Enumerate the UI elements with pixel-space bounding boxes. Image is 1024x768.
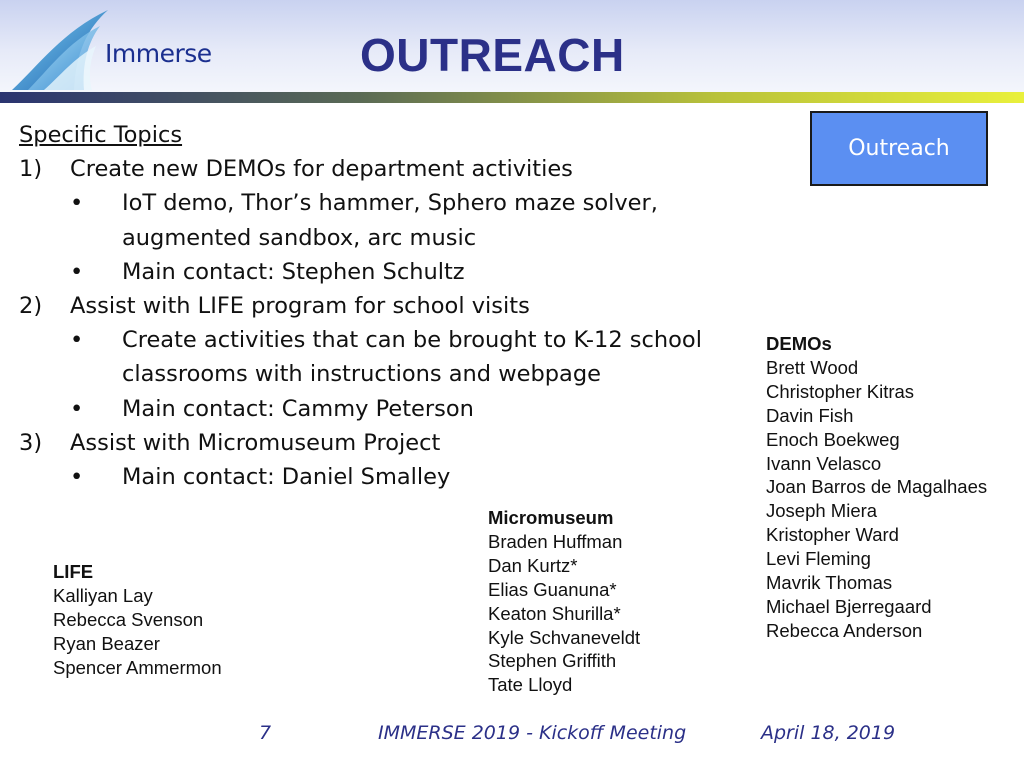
- group-title: LIFE: [53, 561, 94, 582]
- topic-item: [19, 426, 739, 460]
- member-name: Keaton Shurilla*: [488, 602, 621, 624]
- member-name: Rebecca Svenson: [53, 608, 204, 630]
- topic-text: Create new DEMOs for department activities: [70, 156, 573, 183]
- sub-bullet-text: augmented sandbox, arc music: [122, 224, 477, 251]
- topic-item: [19, 152, 739, 186]
- sub-bullet: [19, 460, 739, 494]
- sub-bullet-continuation: [19, 357, 739, 391]
- footer-date: April 18, 2019: [761, 722, 896, 744]
- member-name: Davin Fish: [766, 404, 854, 426]
- sub-bullet-text: Create activities that can be brought to K-12 school: [122, 327, 702, 354]
- sub-bullet-text: Main contact: Stephen Schultz: [122, 258, 465, 285]
- sub-bullet: [19, 186, 739, 220]
- member-name: Kyle Schvaneveldt: [488, 626, 641, 648]
- sub-bullet: [19, 323, 739, 357]
- member-name: Tate Lloyd: [488, 674, 573, 696]
- member-name: Brett Wood: [766, 356, 859, 378]
- life-group: [53, 560, 222, 680]
- member-name: Kristopher Ward: [766, 524, 899, 546]
- sub-bullet-text: Main contact: Daniel Smalley: [122, 463, 451, 490]
- outreach-badge-label: Outreach: [848, 136, 950, 161]
- member-name: Elias Guanuna*: [488, 578, 617, 600]
- topic-item: [19, 289, 739, 323]
- group-title: DEMOs: [766, 333, 832, 354]
- member-name: Christopher Kitras: [766, 380, 915, 402]
- sub-bullet-continuation: [19, 221, 739, 255]
- member-name: Braden Huffman: [488, 530, 623, 552]
- header-accent-bar: [0, 92, 1024, 103]
- bullet-icon: •: [70, 395, 84, 422]
- bullet-icon: •: [70, 190, 84, 217]
- member-name: Rebecca Anderson: [766, 619, 923, 641]
- member-name: Mavrik Thomas: [766, 572, 893, 594]
- member-name: Spencer Ammermon: [53, 656, 222, 678]
- slide-title: OUTREACH: [360, 29, 625, 81]
- member-name: Enoch Boekweg: [766, 428, 900, 450]
- micromuseum-group: [488, 506, 640, 697]
- member-name: Stephen Griffith: [488, 650, 617, 672]
- member-name: Joan Barros de Magalhaes: [766, 476, 988, 498]
- member-name: Michael Bjerregaard: [766, 595, 932, 617]
- topic-number: 2): [19, 292, 43, 319]
- group-title: Micromuseum: [488, 507, 614, 528]
- sub-bullet-text: classrooms with instructions and webpage: [122, 361, 601, 388]
- topic-text: Assist with Micromuseum Project: [70, 429, 441, 456]
- member-name: Kalliyan Lay: [53, 584, 153, 606]
- sub-bullet: [19, 255, 739, 289]
- sub-bullet-text: Main contact: Cammy Peterson: [122, 395, 474, 422]
- bullet-icon: •: [70, 327, 84, 354]
- logo-wordmark: Immerse: [105, 39, 212, 68]
- topic-number: 3): [19, 429, 43, 456]
- sub-bullet-text: IoT demo, Thor’s hammer, Sphero maze solver,: [122, 190, 658, 217]
- bullet-icon: •: [70, 258, 84, 285]
- topics-body: [19, 118, 739, 494]
- demos-group: [766, 332, 987, 643]
- member-name: Ryan Beazer: [53, 632, 160, 654]
- bullet-icon: •: [70, 463, 84, 490]
- member-name: Joseph Miera: [766, 500, 878, 522]
- member-name: Ivann Velasco: [766, 452, 882, 474]
- page-number: 7: [259, 722, 272, 744]
- topic-number: 1): [19, 156, 43, 183]
- outreach-badge: [810, 111, 988, 186]
- member-name: Dan Kurtz*: [488, 554, 578, 576]
- immerse-logo: [8, 6, 230, 92]
- topics-heading: Specific Topics: [19, 122, 183, 148]
- topic-text: Assist with LIFE program for school visits: [70, 292, 530, 319]
- member-name: Levi Fleming: [766, 548, 871, 570]
- sub-bullet: [19, 392, 739, 426]
- footer-event: IMMERSE 2019 - Kickoff Meeting: [378, 722, 687, 744]
